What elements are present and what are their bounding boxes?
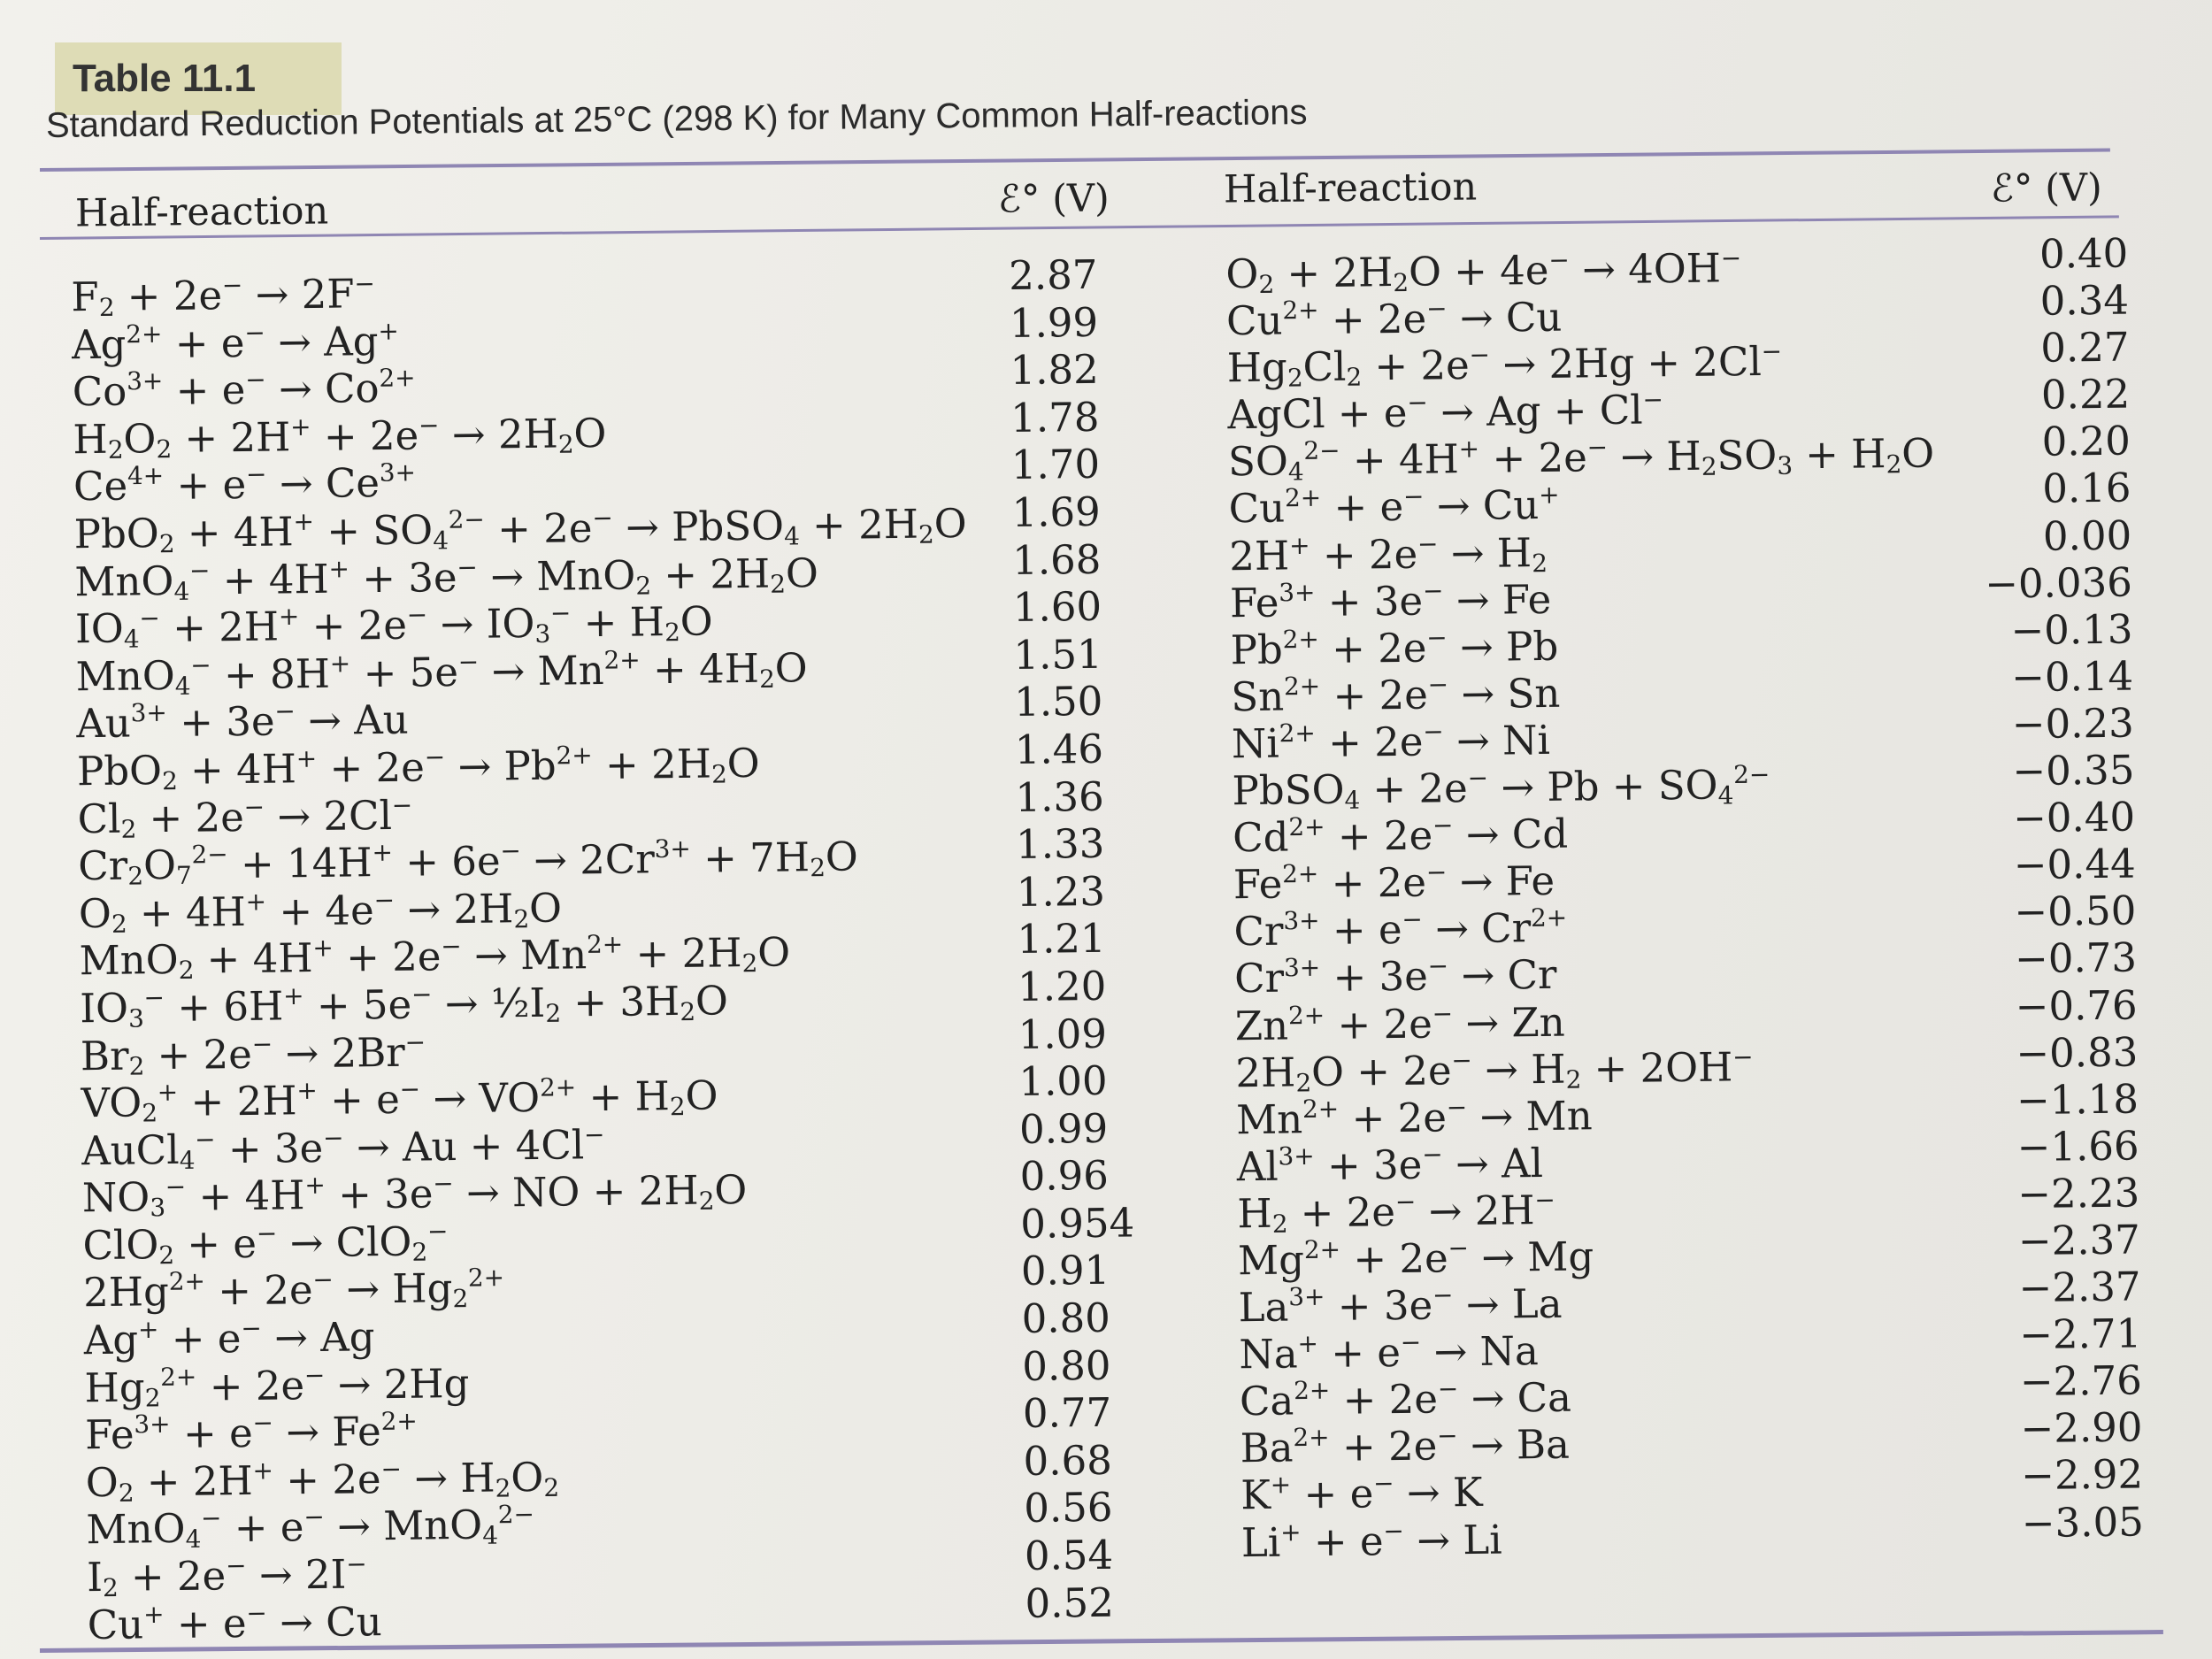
half-reaction: $Au^{3+} + 3e^- \to Au$: [76, 696, 410, 748]
half-reaction: $Cr^{3+} + 3e^- \to Cr$: [1233, 951, 1557, 1002]
potential-value: −2.76: [2019, 1356, 2143, 1406]
half-reaction: $PbO_2 + 4H^+ + 2e^- \to Pb^{2+} + 2H_2O$: [76, 739, 760, 796]
potential-value: −2.37: [2017, 1216, 2141, 1265]
table-label: Table 11.1: [55, 42, 342, 115]
half-reaction: $Pb^{2+} + 2e^- \to Pb$: [1230, 622, 1559, 674]
potential-value: −2.92: [2020, 1450, 2144, 1500]
half-reaction: $MnO_2 + 4H^+ + 2e^- \to Mn^{2+} + 2H_2O$: [79, 928, 791, 986]
half-reaction: $Cd^{2+} + 2e^- \to Cd$: [1232, 810, 1569, 862]
half-reaction: $Zn^{2+} + 2e^- \to Zn$: [1234, 998, 1566, 1049]
potential-value: −0.23: [2011, 699, 2135, 749]
half-reaction: $PbO_2 + 4H^+ + SO_4^{2-} + 2e^-$ → PbSO$_4$ + $2H_2O$: [73, 499, 967, 559]
potential-value: 0.68: [1023, 1436, 1113, 1485]
potential-value: −0.83: [2016, 1028, 2139, 1077]
half-reaction: $Fe^{3+} + 3e^- \to Fe$: [1229, 575, 1552, 626]
half-reaction: $Ni^{2+} + 2e^- \to Ni$: [1231, 716, 1551, 768]
potential-value: 1.60: [1012, 582, 1102, 632]
header-potential-right: ℰ° (V): [1990, 165, 2103, 211]
half-reaction: $Fe^{3+} + e^- \to Fe^{2+}$: [84, 1406, 418, 1459]
half-reaction: $O_2 + 2H^+ + 2e^- \to H_2O_2$: [85, 1453, 560, 1508]
half-reaction: $O_2 + 2H_2O + 4e^- \to 4OH^-$: [1225, 242, 1742, 299]
half-reaction: MnO$_4$− + e− → MnO$_4^{2-}$: [86, 1500, 535, 1555]
potential-value: −0.50: [2014, 887, 2137, 936]
potential-value: −0.14: [2010, 652, 2134, 702]
potential-value: 1.51: [1013, 630, 1103, 679]
half-reaction: $2Hg^{2+} + 2e^- \to Hg_2^{2+}$: [82, 1263, 505, 1317]
half-reaction: ClO$_2$ + e− → ClO$_2$−: [82, 1216, 449, 1271]
potential-value: 0.22: [2040, 370, 2131, 419]
potential-value: 1.20: [1017, 962, 1107, 1010]
half-reaction: AuCl$_4$− + 3e− → Au + 4Cl−: [81, 1119, 605, 1175]
potential-value: −2.23: [2017, 1169, 2140, 1218]
potential-value: 0.34: [2039, 276, 2130, 325]
half-reaction: $Fe^{2+} + 2e^- \to Fe$: [1233, 857, 1555, 909]
potential-value: 1.23: [1016, 867, 1106, 916]
potential-value: 0.16: [2041, 464, 2131, 513]
potential-value: 0.99: [1018, 1104, 1109, 1153]
half-reaction: $Hg_2Cl_2 + 2e^- \to 2Hg + 2Cl^-$: [1226, 336, 1783, 393]
half-reaction: Cu+ + e− → Cu: [87, 1597, 382, 1648]
potential-value: 1.21: [1017, 915, 1106, 964]
potential-value: −0.036: [1984, 558, 2133, 608]
potential-value: −0.76: [2015, 980, 2138, 1030]
potential-value: 1.00: [1018, 1056, 1108, 1106]
potential-value: 0.40: [2039, 229, 2129, 278]
potential-value: −1.66: [2016, 1122, 2139, 1171]
half-reaction: $Cu^{2+} + e^- \to Cu^+$: [1228, 480, 1560, 533]
half-reaction: Li+ + e− → Li: [1240, 1516, 1502, 1566]
half-reaction: $Ag^{2+} + e^- \to Ag^+$: [71, 316, 399, 368]
half-reaction: $VO_2^+ + 2H^+ + e^- \to VO^{2+} + H_2O$: [81, 1071, 718, 1128]
potential-value: 0.27: [2040, 323, 2130, 372]
half-reaction: $H_2O_2 + 2H^+ + 2e^- \to 2H_2O$: [73, 409, 607, 465]
potential-value: 0.52: [1025, 1578, 1115, 1627]
half-reaction: $Cr^{3+} + e^- \to Cr^{2+}$: [1233, 902, 1568, 956]
half-reaction: $Hg_2^{2+} + 2e^- \to 2Hg$: [84, 1359, 470, 1413]
half-reaction: $Ca^{2+} + 2e^- \to Ca$: [1239, 1373, 1572, 1425]
potential-value: −2.90: [2020, 1403, 2143, 1453]
right-column: [1225, 229, 2145, 1566]
half-reaction: $MnO_4^- + 8H^+ + 5e^- \to Mn^{2+} + 4H_2O$: [75, 643, 808, 701]
half-reaction: PbSO$_4$ + $2e^- \to Pb + SO_4^{2-}$: [1232, 759, 1770, 815]
potential-value: −0.73: [2014, 933, 2138, 983]
half-reaction: K+ + e− → K: [1240, 1469, 1483, 1519]
half-reaction: $Mn^{2+} + 2e^- \to Mn$: [1235, 1091, 1593, 1143]
left-column: [71, 250, 1149, 1648]
potential-value: 0.91: [1020, 1247, 1110, 1295]
potential-value: −0.35: [2012, 746, 2135, 795]
header-half-reaction-right: Half-reaction: [1223, 165, 1478, 212]
half-reaction: $Cr_2O_7^{2-} + 14H^+ + 6e^- \to 2Cr^{3+} + 7H_2O$: [77, 833, 859, 891]
half-reaction: $2H^+ + 2e^- \to H_2$: [1229, 528, 1548, 580]
potential-value: 1.46: [1014, 725, 1104, 773]
half-reaction: $I_2 + 2e^- \to 2I^-$: [86, 1549, 367, 1603]
half-reaction: $La^{3+} + 3e^- \to La$: [1238, 1279, 1563, 1332]
potential-value: 0.80: [1021, 1294, 1111, 1343]
header-half-reaction-left: Half-reaction: [74, 188, 329, 236]
potential-value: 1.68: [1011, 535, 1102, 584]
potential-value: 1.82: [1010, 346, 1100, 395]
half-reaction: AgCl + e− → Ag + Cl−: [1227, 385, 1664, 439]
potential-value: 0.56: [1023, 1484, 1113, 1532]
half-reaction: $Ba^{2+} + 2e^- \to Ba$: [1240, 1420, 1571, 1472]
half-reaction: $IO_3^- + 6H^+ + 5e^-$ → $\frac{1}{2}I_2 + 3H_2O$: [79, 977, 729, 1033]
potential-value: −0.40: [2012, 793, 2136, 842]
potential-value: −2.71: [2018, 1310, 2142, 1359]
potential-value: −1.18: [2016, 1075, 2139, 1124]
potential-value: 1.99: [1009, 298, 1099, 347]
half-reaction: Ag+ + e− → Ag: [83, 1313, 375, 1364]
half-reaction: $Cu^{2+} + 2e^- \to Cu$: [1225, 293, 1563, 345]
half-reaction: $MnO_4^- + 4H^+ + 3e^- \to MnO_2 + 2H_2O$: [74, 549, 819, 606]
potential-value: 1.78: [1010, 393, 1100, 442]
half-reaction: $Co^{3+} + e^- \to Co^{2+}$: [72, 363, 416, 416]
half-reaction: $NO_3^- + 4H^+ + 3e^-$ → NO + $2H_2O$: [81, 1166, 748, 1223]
half-reaction: $SO_4^{2-} + 4H^+ + 2e^- \to H_2SO_3 + H_2O$: [1227, 429, 1935, 487]
potential-value: −3.05: [2021, 1497, 2145, 1547]
half-reaction: $IO_4^- + 2H^+ + 2e^- \to IO_3^- + H_2O$: [74, 597, 713, 654]
potential-value: −0.44: [2013, 840, 2137, 889]
potential-value: 0.20: [2041, 417, 2131, 466]
half-reaction: $O_2 + 4H^+ + 4e^- \to 2H_2O$: [78, 884, 563, 939]
half-reaction: $Cl_2 + 2e^- \to 2Cl^-$: [77, 789, 413, 844]
potential-value: 2.87: [1008, 250, 1098, 300]
half-reaction: $Ce^{4+} + e^- \to Ce^{3+}$: [73, 457, 417, 511]
half-reaction: $F_2 + 2e^- \to 2F^-$: [71, 268, 375, 323]
table-caption: Standard Reduction Potentials at 25°C (298 K) for Many Common Half-reactions: [45, 93, 1308, 145]
potential-value: 0.954: [1020, 1199, 1135, 1248]
potential-value: 1.09: [1018, 1010, 1108, 1058]
half-reaction: $Al^{3+} + 3e^- \to Al$: [1236, 1139, 1544, 1190]
half-reaction: Na+ + e− → Na: [1239, 1327, 1540, 1379]
half-reaction: $Br_2 + 2e^- \to 2Br^-$: [80, 1026, 426, 1081]
half-reaction: $Sn^{2+} + 2e^- \to Sn$: [1230, 669, 1561, 721]
potential-value: 1.36: [1015, 772, 1104, 821]
potential-value: 1.50: [1013, 678, 1103, 726]
half-reaction: $2H_2O + 2e^- \to H_2 + 2OH^-$: [1235, 1041, 1754, 1098]
half-reaction: $Mg^{2+} + 2e^- \to Mg$: [1237, 1233, 1594, 1285]
half-reaction: $H_2 + 2e^- \to 2H^-$: [1237, 1185, 1555, 1239]
potential-value: 0.54: [1024, 1531, 1114, 1579]
potential-value: −0.13: [2010, 605, 2133, 654]
header-potential-left: ℰ° (V): [997, 176, 1110, 222]
potential-value: 0.00: [2042, 511, 2132, 560]
potential-value: 0.96: [1019, 1152, 1110, 1201]
potential-value: 1.70: [1010, 441, 1101, 489]
potential-value: 0.80: [1021, 1341, 1111, 1390]
potential-value: 0.77: [1022, 1388, 1112, 1438]
potential-value: 1.69: [1011, 488, 1102, 536]
potential-value: 1.33: [1015, 819, 1105, 869]
potential-value: −2.37: [2018, 1263, 2141, 1312]
